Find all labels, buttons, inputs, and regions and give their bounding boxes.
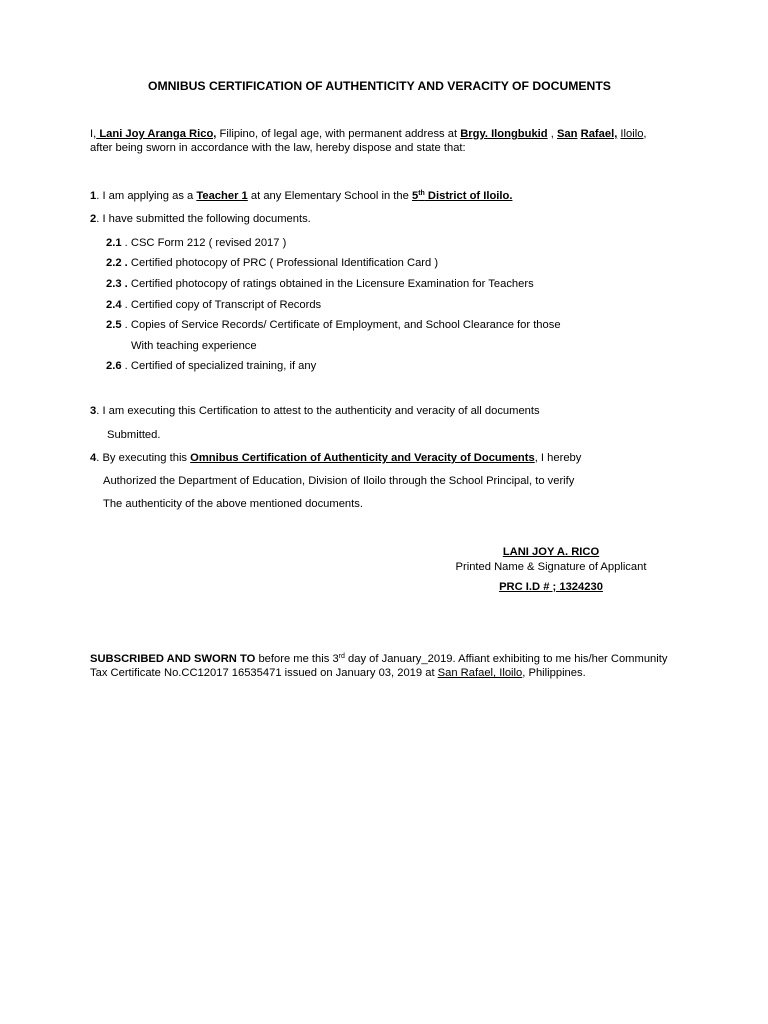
- sworn-text: before me this 3: [255, 653, 339, 665]
- item-2-number: 2: [90, 213, 97, 225]
- certification-name: Omnibus Certification of Authenticity and Veracity of Documents: [190, 452, 535, 464]
- subitem-2-5-continuation: With teaching experience: [131, 340, 257, 352]
- subitem-number: 2.6: [106, 360, 122, 372]
- item-3: [90, 404, 540, 418]
- item-4-continuation-1: Authorized the Department of Education, Division of Iloilo through the School Principal, to verify: [103, 475, 575, 487]
- subitem-2-3: [106, 277, 534, 291]
- subitem-number: 2.1: [106, 237, 122, 249]
- sworn-line-2: [90, 666, 586, 680]
- item-2-text: . I have submitted the following documents.: [96, 213, 311, 225]
- municipality-rafael: Rafael,: [580, 128, 618, 140]
- intro-comma: ,: [643, 128, 647, 140]
- subitem-2-6: [106, 359, 316, 373]
- item-1-text-2: at any Elementary School in the: [247, 190, 412, 202]
- item-4: [90, 451, 581, 465]
- subitem-2-4: [106, 298, 321, 312]
- document-title: OMNIBUS CERTIFICATION OF AUTHENTICITY AND VERACITY OF DOCUMENTS: [148, 79, 611, 93]
- applicant-name: Lani Joy Aranga Rico,: [96, 128, 217, 140]
- item-1-number: 1: [90, 190, 97, 202]
- subitem-number: 2.2 .: [106, 257, 128, 269]
- intro-prefix: I,: [90, 128, 97, 140]
- subitem-2-2: [106, 256, 438, 270]
- item-1-text: . I am applying as a: [96, 190, 197, 202]
- prc-id: PRC I.D # ; 1324230: [499, 581, 603, 593]
- province: Iloilo: [620, 128, 644, 140]
- subitem-2-1: [106, 236, 286, 250]
- subitem-text: Certified photocopy of ratings obtained in the Licensure Examination for Teachers: [127, 278, 534, 290]
- district-number: 5: [411, 190, 419, 202]
- subitem-text: . Certified copy of Transcript of Records: [121, 299, 322, 311]
- intro-line-2: after being sworn in accordance with the law, hereby dispose and state that:: [90, 142, 466, 154]
- district-name: District of Iloilo.: [424, 190, 513, 202]
- subitem-text: Certified photocopy of PRC ( Professional Identification Card ): [127, 257, 439, 269]
- item-3-continuation: Submitted.: [107, 429, 161, 441]
- day-suffix: rd: [338, 653, 345, 660]
- sworn-text-2: day of January_2019. Affiant exhibiting to me his/her Community: [344, 653, 668, 665]
- sworn-heading: SUBSCRIBED AND SWORN TO: [90, 653, 256, 665]
- subitem-number: 2.5: [106, 319, 122, 331]
- subitem-2-5: [106, 318, 561, 332]
- intro-text: Filipino, of legal age, with permanent address at: [216, 128, 461, 140]
- sworn-line-1: [90, 652, 667, 666]
- subitem-text: . Copies of Service Records/ Certificate of Employment, and School Clearance for those: [121, 319, 561, 331]
- item-4-text-2: , I hereby: [534, 452, 582, 464]
- item-2: [90, 212, 311, 226]
- item-3-number: 3: [90, 405, 97, 417]
- item-4-number: 4: [90, 452, 97, 464]
- subitem-number: 2.4: [106, 299, 122, 311]
- item-4-text: . By executing this: [96, 452, 191, 464]
- district: [412, 190, 512, 202]
- item-4-continuation-2: The authenticity of the above mentioned documents.: [103, 498, 363, 510]
- intro-line-1: [90, 127, 647, 141]
- district-suffix: th: [418, 190, 425, 197]
- sworn-place: San Rafael, Iloilo: [437, 667, 523, 679]
- signature-caption: Printed Name & Signature of Applicant: [455, 561, 647, 573]
- subitem-text: . Certified of specialized training, if any: [121, 360, 317, 372]
- subitem-number: 2.3 .: [106, 278, 128, 290]
- item-1: [90, 189, 512, 203]
- position-title: Teacher 1: [196, 190, 248, 202]
- signatory-name: LANI JOY A. RICO: [502, 546, 600, 558]
- intro-separator: ,: [547, 128, 557, 140]
- barangay: Brgy. Ilongbukid: [460, 128, 548, 140]
- subitem-text: . CSC Form 212 ( revised 2017 ): [121, 237, 287, 249]
- sworn-text-4: , Philippines.: [522, 667, 586, 679]
- municipality-san: San: [556, 128, 578, 140]
- sworn-text-3: Tax Certificate No.CC12017 16535471 issued on January 03, 2019 at: [90, 667, 438, 679]
- item-3-text: . I am executing this Certification to attest to the authenticity and veracity of all documents: [96, 405, 540, 417]
